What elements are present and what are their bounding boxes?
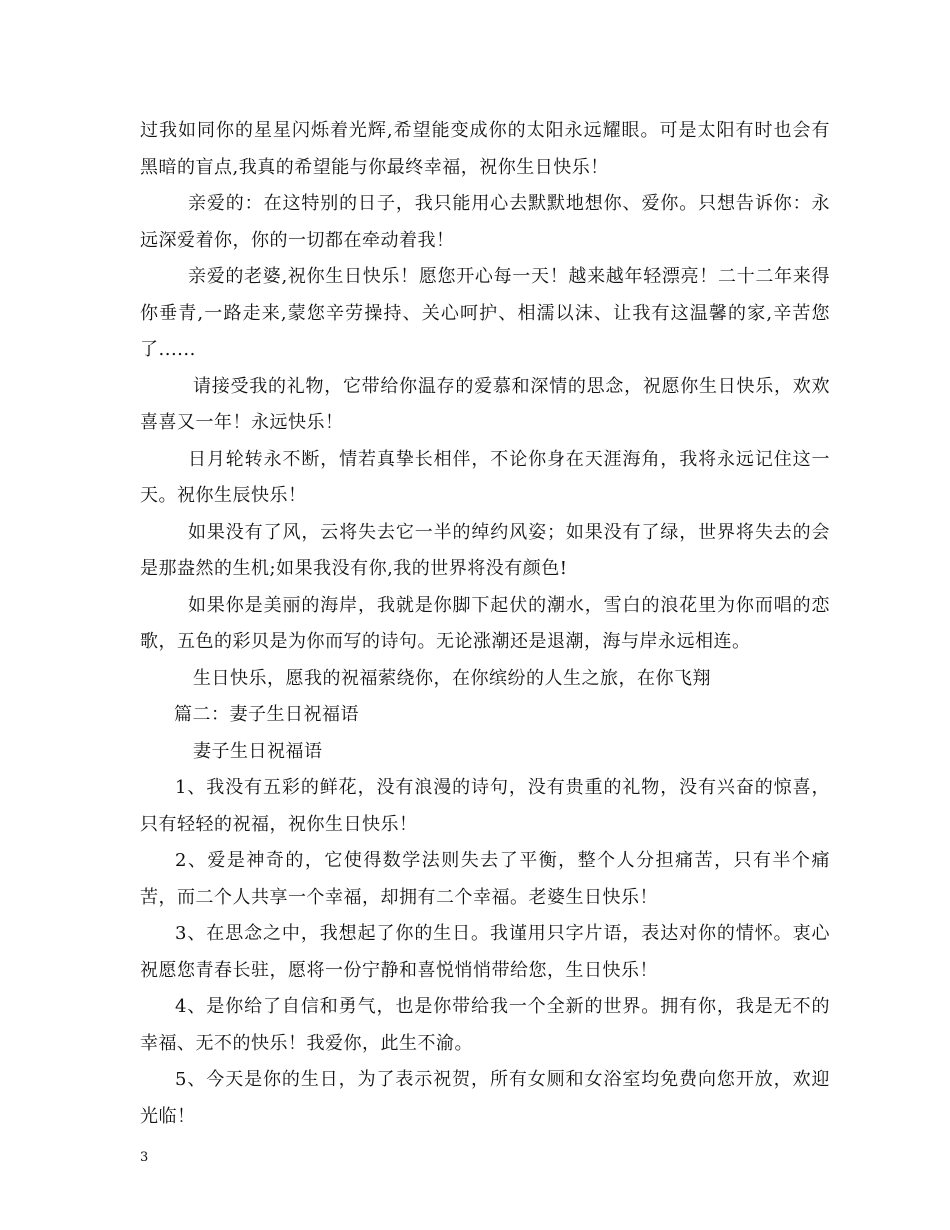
paragraph-continued-wish: 过我如同你的星星闪烁着光辉,希望能变成你的太阳永远耀眼。可是太阳有时也会有黑暗的盲点,我真的希望能与你最终幸福，祝你生日快乐！ <box>140 120 830 178</box>
page-number: 3 <box>140 1150 149 1165</box>
section-heading: 篇二：妻子生日祝福语 <box>174 704 359 725</box>
list-item: 1、我没有五彩的鲜花，没有浪漫的诗句，没有贵重的礼物，没有兴奋的惊喜，只有轻轻的祝福，祝你生日快乐！ <box>140 777 830 835</box>
paragraph-sun-moon: 日月轮转永不断，情若真挚长相伴，不论你身在天涯海角，我将永远记住这一天。祝你生辰快乐！ <box>140 448 830 506</box>
paragraph-wind-cloud: 如果没有了风，云将失去它一半的绰约风姿；如果没有了绿，世界将失去的会是那盎然的生机;如果我没有你,我的世界将没有颜色! <box>140 521 830 579</box>
paragraph-gift: 请接受我的礼物，它带给你温存的爱慕和深情的思念，祝愿你生日快乐，欢欢喜喜又一年！永远快乐！ <box>140 375 830 433</box>
list-item: 4、是你给了自信和勇气，也是你带给我一个全新的世界。拥有你，我是无不的幸福、无不的快乐！我爱你，此生不渝。 <box>140 996 830 1054</box>
paragraph-dear-one: 亲爱的：在这特别的日子，我只能用心去默默地想你、爱你。只想告诉你：永远深爱着你，你的一切都在牵动着我！ <box>140 193 830 251</box>
paragraph-dear-wife: 亲爱的老婆,祝你生日快乐！愿您开心每一天！越来越年轻漂亮！二十二年来得你垂青,一路走来,蒙您辛劳操持、关心呵护、相濡以沫、让我有这温馨的家,辛苦您了...... <box>140 266 830 360</box>
list-item: 2、爱是神奇的，它使得数学法则失去了平衡，整个人分担痛苦，只有半个痛苦，而二个人共享一个幸福，却拥有二个幸福。老婆生日快乐！ <box>140 850 830 908</box>
list-item: 3、在思念之中，我想起了你的生日。我谨用只字片语，表达对你的情怀。衷心祝愿您青春长驻，愿将一份宁静和喜悦悄悄带给您，生日快乐！ <box>140 923 830 981</box>
list-item: 5、今天是你的生日，为了表示祝贺，所有女厕和女浴室均免费向您开放，欢迎光临！ <box>140 1069 830 1127</box>
paragraph-happy-birthday: 生日快乐，愿我的祝福萦绕你，在你缤纷的人生之旅，在你飞翔 <box>193 667 711 689</box>
document-body <box>140 113 830 1135</box>
paragraph-sea-shore: 如果你是美丽的海岸，我就是你脚下起伏的潮水，雪白的浪花里为你而唱的恋歌，五色的彩贝是为你而写的诗句。无论涨潮还是退潮，海与岸永远相连。 <box>140 594 830 652</box>
section-subtitle: 妻子生日祝福语 <box>193 740 323 762</box>
